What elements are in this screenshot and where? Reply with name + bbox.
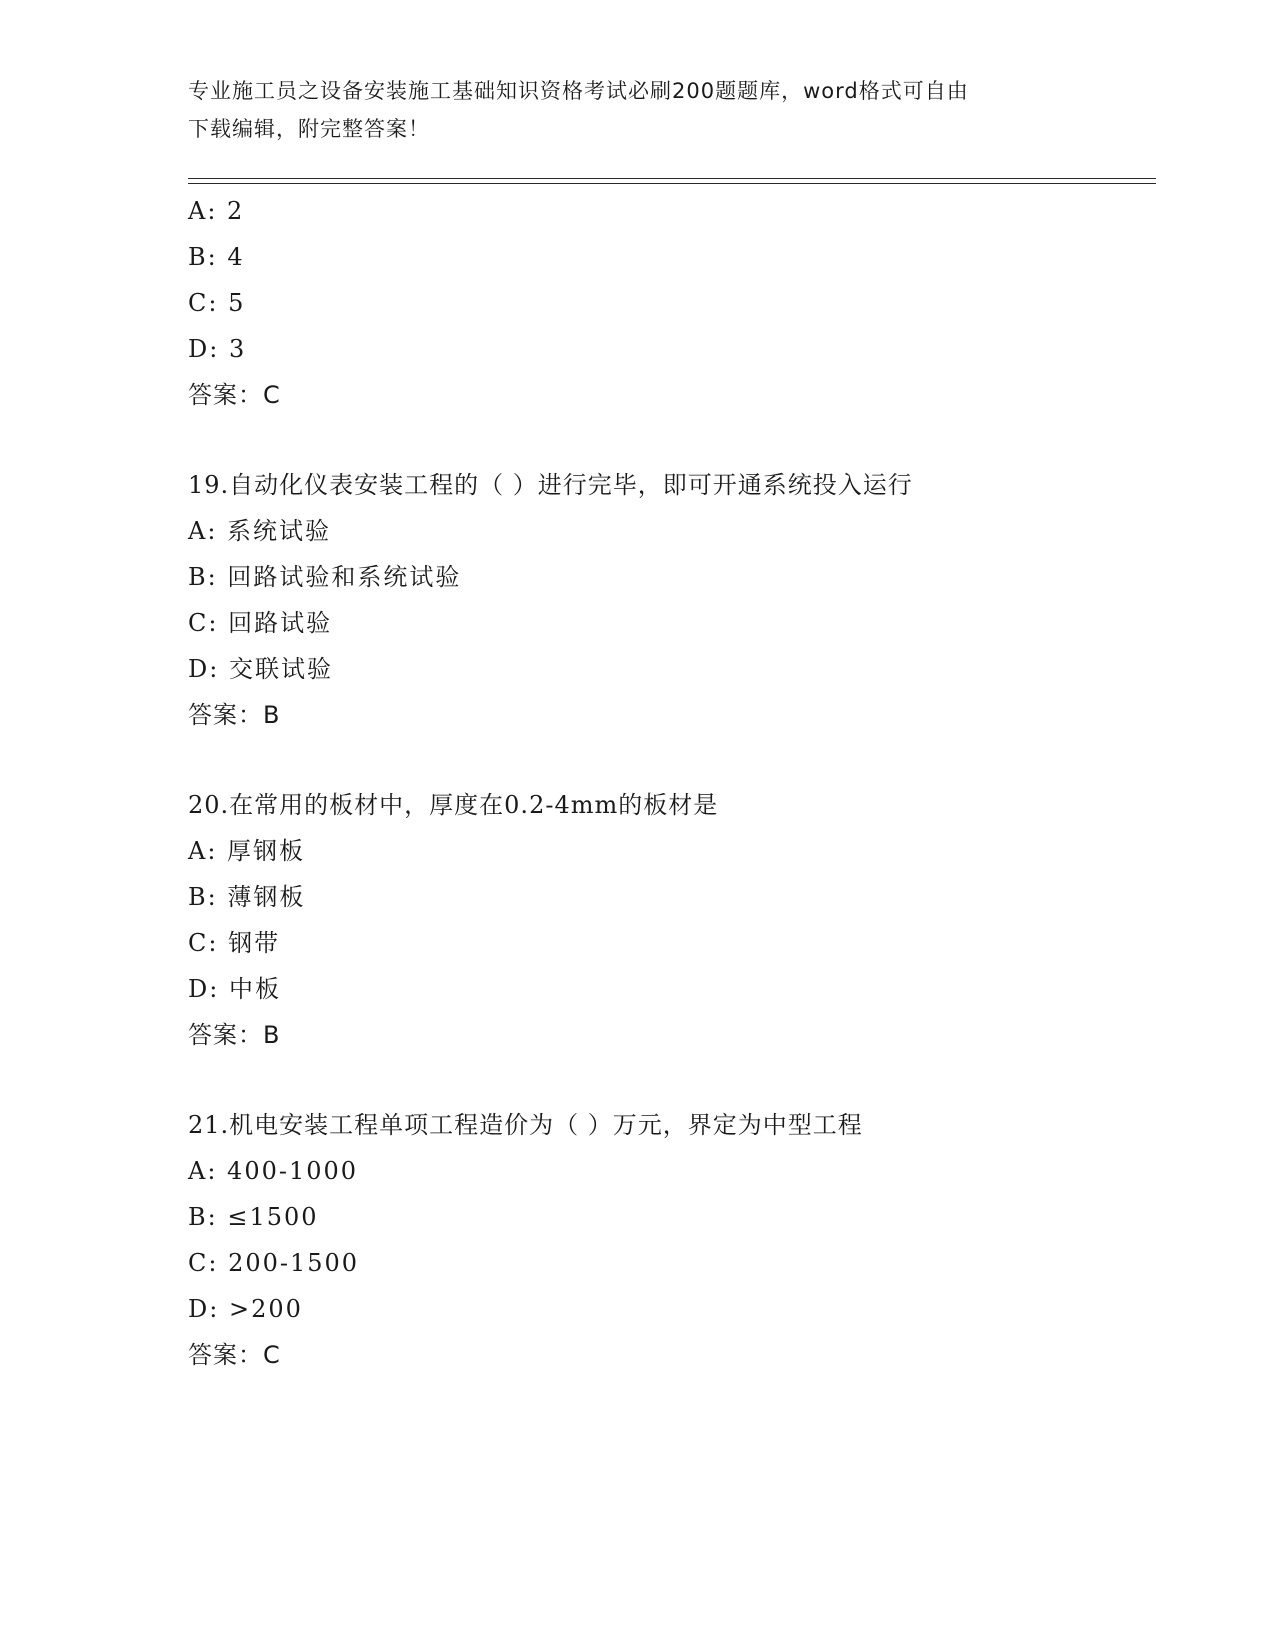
spacer	[188, 1058, 1148, 1102]
option-a: A: 400-1000	[188, 1157, 359, 1185]
option-b: B: 4	[188, 243, 245, 271]
question-text: 21.机电安装工程单项工程造价为（ ）万元，界定为中型工程	[188, 1111, 863, 1139]
question-block-18	[188, 188, 1148, 418]
option-a: A: 系统试验	[188, 517, 332, 545]
option-c: C: 200-1500	[188, 1249, 360, 1277]
answer: 答案：C	[188, 1341, 281, 1369]
header-divider-top	[188, 178, 1156, 179]
option-c: C: 回路试验	[188, 609, 333, 637]
answer: 答案：B	[188, 1021, 281, 1049]
answer: 答案：B	[188, 701, 281, 729]
question-block-21	[188, 1102, 1148, 1378]
document-header	[188, 72, 1088, 148]
spacer	[188, 738, 1148, 782]
option-b: B: 薄钢板	[188, 883, 306, 911]
option-d: D: 交联试验	[188, 655, 333, 683]
header-divider-bottom	[188, 183, 1156, 184]
option-d: D: 3	[188, 335, 247, 363]
answer: 答案：C	[188, 381, 281, 409]
question-text: 19.自动化仪表安装工程的（ ）进行完毕，即可开通系统投入运行	[188, 471, 913, 499]
question-block-19	[188, 462, 1148, 738]
question-block-20	[188, 782, 1148, 1058]
option-d: D: 中板	[188, 975, 281, 1003]
question-text: 20.在常用的板材中，厚度在0.2-4mm的板材是	[188, 791, 719, 819]
option-c: C: 钢带	[188, 929, 281, 957]
option-b: B: ≤1500	[188, 1203, 319, 1231]
question-list	[188, 188, 1148, 1378]
option-a: A: 2	[188, 197, 245, 225]
option-a: A: 厚钢板	[188, 837, 306, 865]
option-b: B: 回路试验和系统试验	[188, 563, 462, 591]
header-title-line-1: 专业施工员之设备安装施工基础知识资格考试必刷200题题库，word格式可自由	[188, 79, 969, 103]
header-title-line-2: 下载编辑，附完整答案！	[188, 117, 430, 141]
option-c: C: 5	[188, 289, 246, 317]
option-d: D: >200	[188, 1295, 303, 1323]
spacer	[188, 418, 1148, 462]
